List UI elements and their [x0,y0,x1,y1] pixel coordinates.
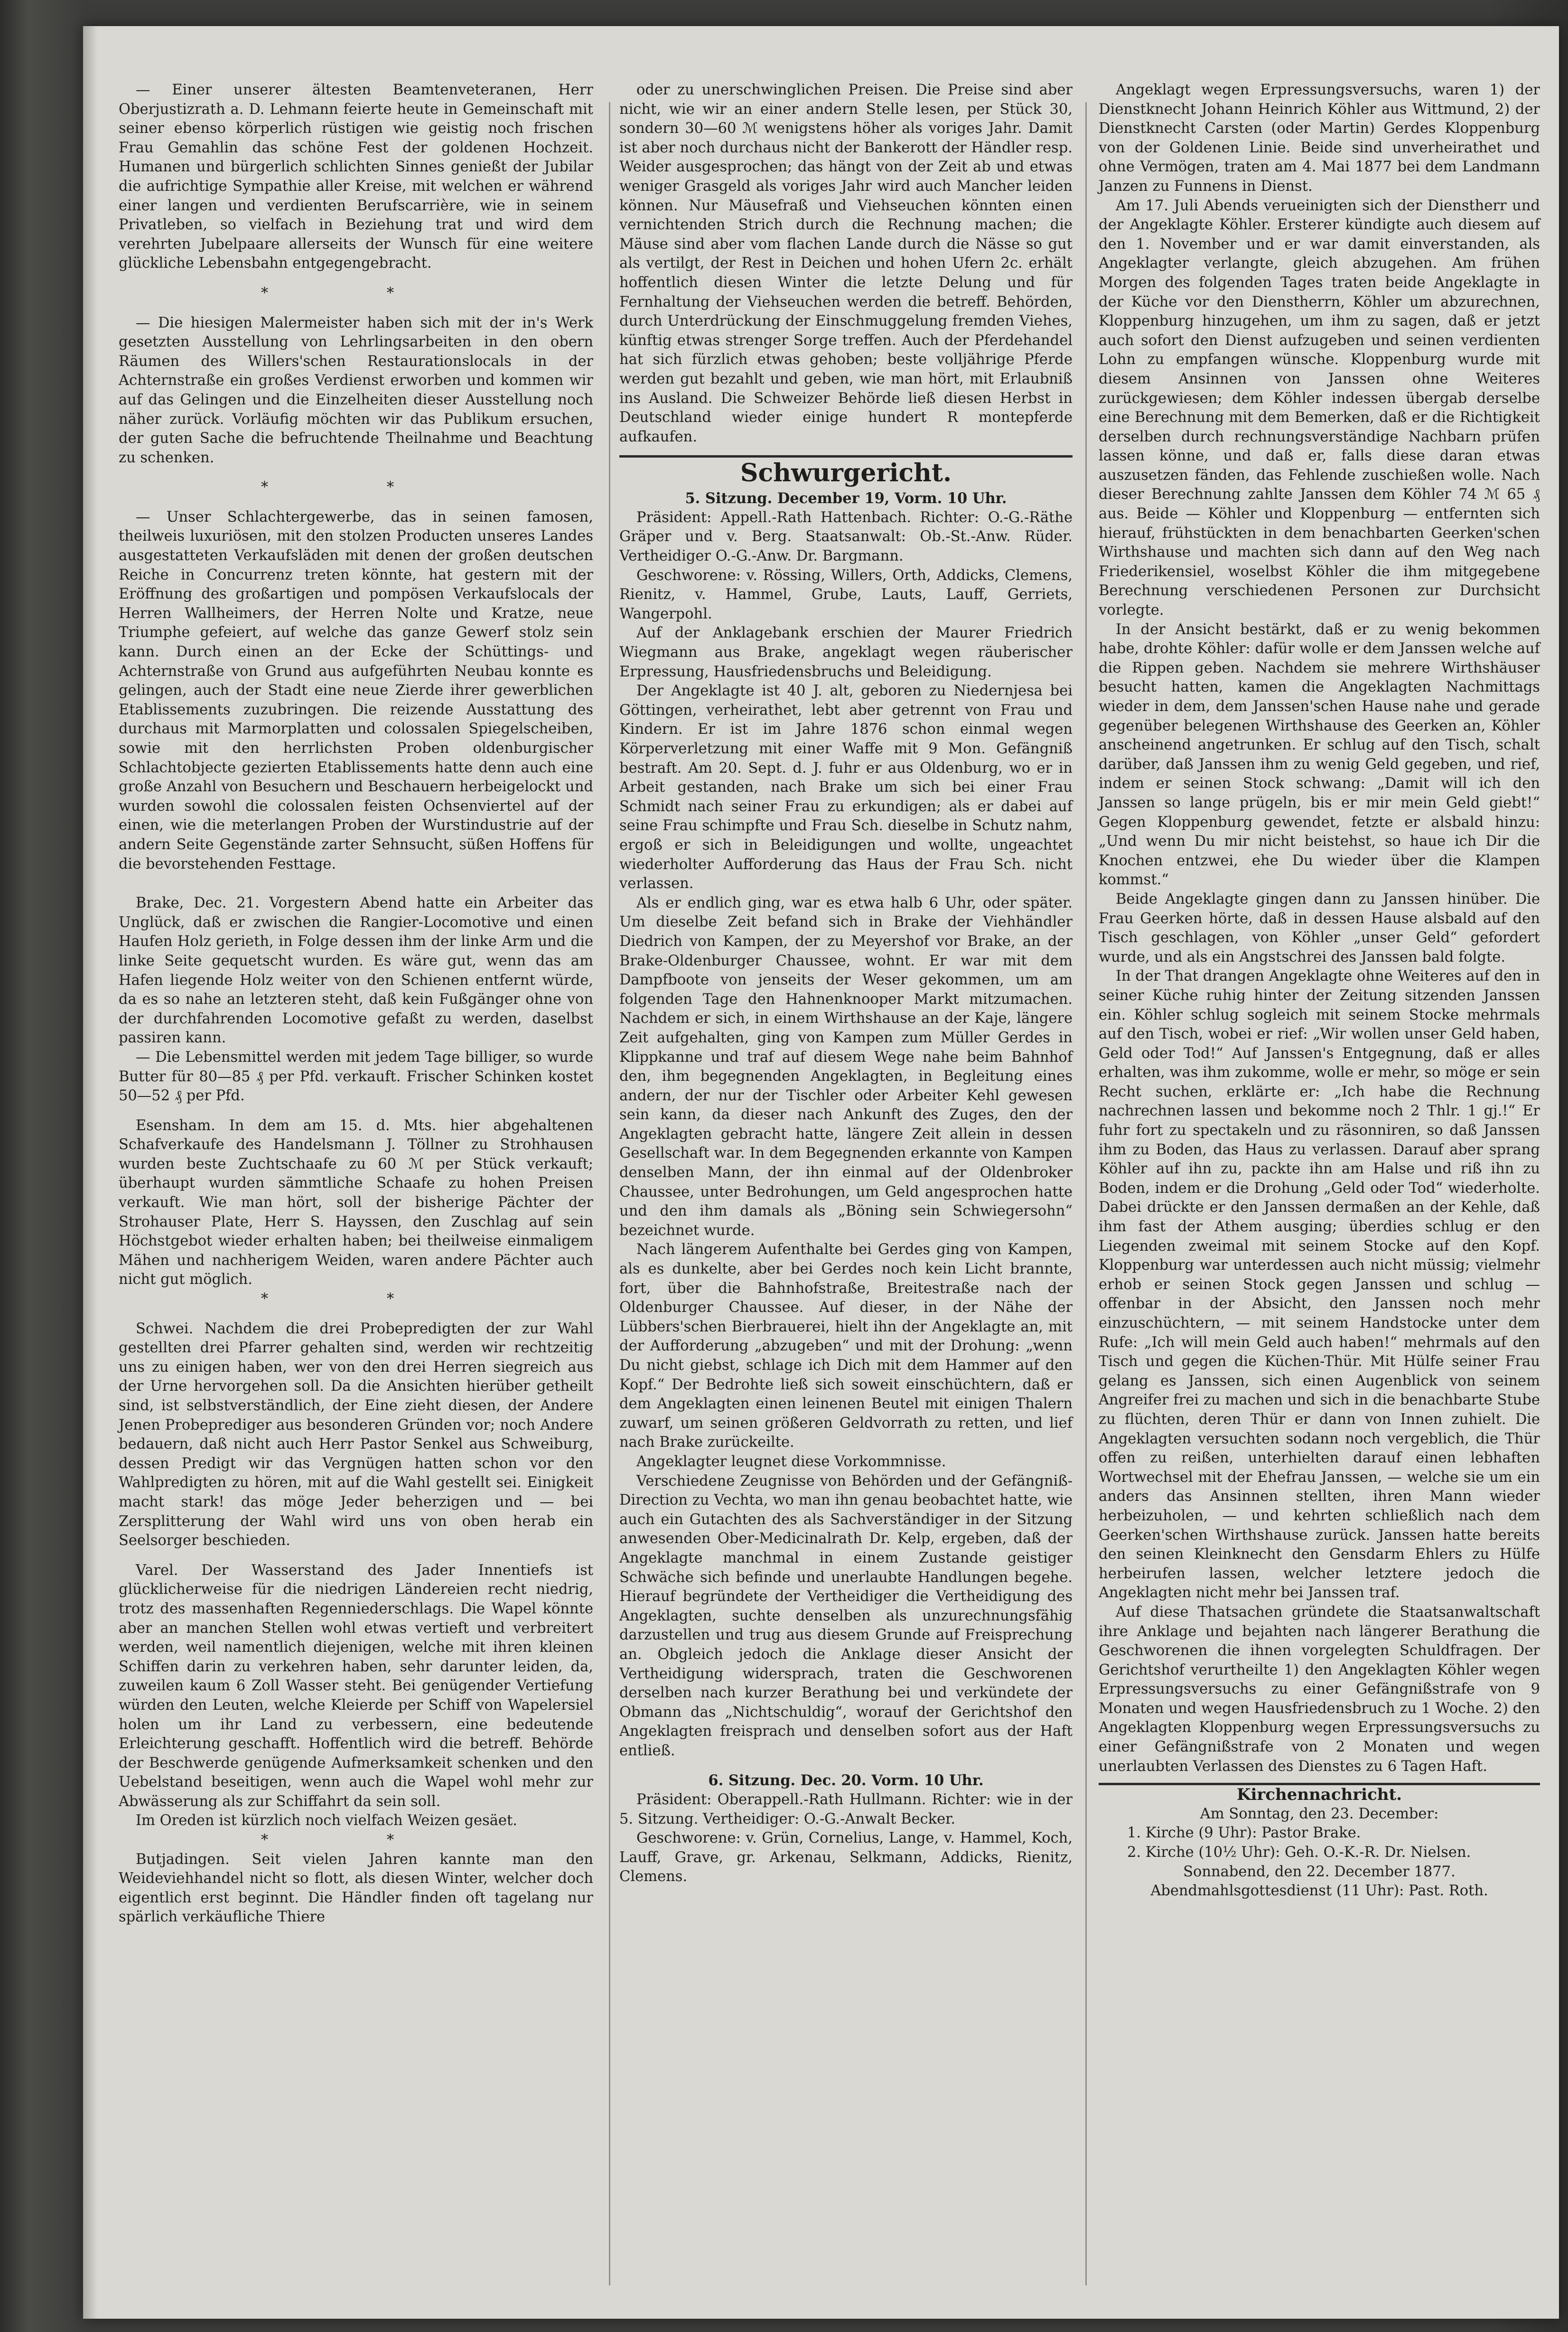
column-3 [1099,81,1540,1901]
separator-stars: * * [261,284,451,301]
case-koehler-verdict: Auf diese Thatsachen gründete die Staatsanwaltschaft ihre Anklage und bejahten nach längerer Berathung die Geschworenen die ihnen vorgelegten Schuldfragen. Der Gerichtshof verurtheilte 1) den Angeklagten Köhler wegen Erpressungsversuchs zu einer Gefängnißstrafe von 9 Monaten und wegen Hausfriedensbruch zu 1 Woche. 2) den Angeklagten Kloppenburg wegen Erpressungsversuchs zu einer Gefängnißstrafe von 2 Monaten und wegen unerlaubten Verlassen des Dienstes zu 6 Tagen Haft. [1099,1603,1540,1775]
sitting-5-heading: 5. Sitzung. December 19, Vorm. 10 Uhr. [685,490,1007,507]
article-weizen: Im Oreden ist kürzlich noch vielfach Weizen gesäet. [136,1812,517,1829]
kirchen-abendmahl: Abendmahlsgottesdienst (11 Uhr): Past. Roth. [1150,1882,1488,1900]
separator-stars: * * [261,479,451,496]
page-binding-edge [83,26,97,2319]
article-lebensmittel: — Die Lebensmittel werden mit jedem Tage billiger, so wurde Butter für 80—85 ₰ per Pfd. verkauft. Frischer Schinken kostet 50—52 ₰ per Pfd. [119,1049,593,1105]
sitting-6-jury: Geschworene: v. Grün, Cornelius, Lange, v. Hammel, Koch, Lauff, Grave, gr. Arkenau, Selkmann, Addicks, Rienitz, Clemens. [619,1830,1073,1885]
kirchen-saturday: Sonnabend, den 22. December 1877. [1183,1863,1456,1880]
separator-stars: * * [261,1832,451,1849]
article-varel: Varel. Der Wasserstand des Jader Innentiefs ist glücklicherweise für die niedrigen Ländereien recht niedrig, trotz des massenhaften Regenniederschlags. Die Wapel könnte aber an manchen Stellen wohl etwas vertieft und verbreitert werden, weil namentlich diejenigen, welche mit ihren kleinen Schiffen darin zu verkehren haben, sehr darunter leiden, da, zuweilen kaum 6 Zoll Wasser steht. Bei genügender Vertiefung würden den Leuten, welche Kleierde per Schiff von Wapelersiel holen um ihr Land zu verbessern, eine bedeutende Erleichterung geschafft. Hoffentlich wird die betreff. Behörde der Beschwerde genügende Aufmerksamkeit schenken und den Uebelstand beseitigen, wenn auch die Wapel wohl mehr zur Abwässerung als zur Schiffahrt da sein soll. [119,1562,593,1810]
article-brake: Brake, Dec. 21. Vorgestern Abend hatte ein Arbeiter das Unglück, daß er zwischen die Rangier-Locomotive und einen Haufen Holz gerieth, in Folge dessen ihm der linke Arm und die linke Seite gequetscht wurden. Es wäre gut, wenn das am Hafen liegende Holz weiter von den Schienen entfernt würde, da es so nahe an letzteren steht, daß kein Fußgänger ohne von der durchfahrenden Locomotive gefaßt zu werden, daselbst passiren kann. [119,895,593,1047]
case-wiegmann-denial: Angeklagter leugnet diese Vorkommnisse. [636,1453,946,1470]
case-wiegmann-intro: Auf der Anklagebank erschien der Maurer Friedrich Wiegmann aus Brake, angeklagt wegen räuberischer Erpressung, Hausfriedensbruchs und Beleidigung. [619,625,1073,680]
sitting-5-jury: Geschworene: v. Rössing, Willers, Orth, Addicks, Clemens, Rienitz, v. Hammel, Grube, Lauts, Lauff, Gerriets, Wangerpohl. [619,567,1073,622]
case-koehler-visit: Beide Angeklagte gingen dann zu Janssen hinüber. Die Frau Geerken hörte, daß in dessen Hause alsbald auf den Tisch geschlagen, von Köhler „unser Geld“ gefordert wurde, und als ein Angstschrei des Janssen bald folgte. [1099,890,1540,965]
case-wiegmann-events: Als er endlich ging, war es etwa halb 6 Uhr, oder später. Um dieselbe Zeit befand sich in Brake der Viehhändler Diedrich von Kampen, der zu Meyershof vor Brake, an der Brake-Oldenburger Chaussee, wohnt. Er war mit dem Dampfboote von jenseits der Weser gekommen, um am folgenden Tage den Hahnenknooper Markt mitzumachen. Nachdem er sich, in einem Wirthshause an der Kaje, längere Zeit aufgehalten, ging von Kampen zum Müller Gerdes in Klippkanne und traf auf diesem Wege nahe beim Bahnhof den, ihm begegnenden Angeklagten, in Begleitung eines andern, der nur der Tischler oder Arbeiter Kehl gewesen sein kann, da dieser nach Ankunft des Zuges, den der Angeklagten gebracht hatte, längere Zeit allein in dessen Gesellschaft war. In dem Begegnenden erkannte von Kampen denselben Mann, der ihn einmal auf der Oldenbroker Chaussee, unter Bedrohungen, um Geld angesprochen hatte und den ihm damals als „Böning sein Schwiegersohn“ bezeichnet wurde. [619,894,1073,1239]
sitting-6-court: Präsident: Oberappell.-Rath Hullmann. Richter: wie in der 5. Sitzung. Vertheidiger: O.-G.-Anwalt Becker. [619,1791,1073,1827]
sitting-6-heading: 6. Sitzung. Dec. 20. Vorm. 10 Uhr. [708,1772,984,1789]
article-esensham: Esensham. In dem am 15. d. Mts. hier abgehaltenen Schafverkaufe des Handelsmann J. Töllner zu Strohhausen wurden beste Zuchtschaafe zu 60 ℳ per Stück verkauft; überhaupt wurden sämmtliche Schaafe zu hohen Preisen verkauft. Wie man hört, soll der bisherige Pächter der Strohauser Plate, Herr S. Hayssen, den Zuschlag auf sein Höchstgebot wieder erhalten haben; bei theilweise einmaligem Mähen und nachherigem Weiden, waren andere Pächter auch nicht gut möglich. [119,1117,593,1288]
article-schwei: Schwei. Nachdem die drei Probepredigten der zur Wahl gestellten drei Pfarrer gehalten sind, werden wir rechtzeitig uns zu einigen haben, wer von den drei Herren siegreich aus der Urne hervorgehen soll. Da die Ansichten hierüber getheilt sind, ist selbstverständlich, der Eine zieht diesen, der Andere Jenen Probeprediger aus besonderen Gründen vor; noch Andere bedauern, daß nicht auch Herr Pastor Senkel aus Schweiburg, dessen Predigt wir das Vergnügen hatten schon vor den Wahlpredigten zu hören, mit auf die Wahl gestellt sei. Einigkeit macht stark! das möge Jeder beherzigen und — bei Zersplitterung der Wahl wird uns von oben herab ein Seelsorger beschieden. [119,1320,593,1549]
case-koehler-attack: In der That drangen Angeklagte ohne Weiteres auf den in seiner Küche ruhig hinter der Zeitung sitzenden Janssen ein. Köhler schlug sogleich mit seinem Stocke mehrmals auf den Tisch, wobei er rief: „Wir wollen unser Geld haben, Geld oder Tod!“ Auf Janssen's Entgegnung, daß er alles erhalten, was ihm zukomme, wolle er mehr, so möge er sein Recht suchen, erklärte er: „Ich habe die Rechnung nachrechnen lassen und bekomme noch 2 Thlr. 1 gj.!“ Er fuhr fort zu spectakeln und zu räsonniren, so daß Janssen ihm zu Boden, das Haus zu verlassen. Darauf aber sprang Köhler auf ihn zu, packte ihn am Halse und riß ihn zu Boden, indem er die Drohung „Geld oder Tod“ wiederholte. Dabei drückte er den Janssen dermaßen an der Kehle, daß ihm fast der Athem ausging; überdies schlug er den Liegenden zweimal mit seinem Stocke auf den Kopf. Kloppenburg war unterdessen auch nicht müssig; vielmehr erhob er seinen Stock gegen Janssen und schlug — offenbar in der Absicht, den Janssen noch mehr einzuschüchtern, — mit seinem Handstocke unter dem Rufe: „Ich will mein Geld auch haben!“ mehrmals auf den Tisch und gegen die Küchen-Thür. Mit Hülfe seiner Frau gelang es Janssen, sich einen Augenblick von seinem Angreifer frei zu machen und sich in die benachbarte Stube zu flüchten, deren Thür er dann von Innen zuhielt. Die Angeklagten versuchten sodann noch vergeblich, die Thür offen zu reißen, unterhielten darauf einen lebhaften Wortwechsel mit der Ehefrau Janssen, — welche sie um ein anders das Ansinnen stellten, ihren Mann wieder herbeizuholen, — und kehrten schließlich nach dem Geerken'schen Wirthshause zurück. Janssen hatte bereits den seinen Kleinknecht den Gensdarm Ehlers zu Hülfe herbeirufen lassen, welcher letztere jedoch die Angeklagten nicht mehr bei Janssen traf. [1099,968,1540,1601]
section-title-schwurgericht: Schwurgericht. [740,459,952,488]
kirchen-item-1: 1. Kirche (9 Uhr): Pastor Brake. [1127,1825,1361,1842]
kirchen-item-2: 2. Kirche (10½ Uhr): Geh. O.-K.-R. Dr. Nielsen. [1127,1844,1471,1861]
separator-stars: * * [261,1291,451,1308]
article-malermeister: — Die hiesigen Malermeister haben sich mit der in's Werk gesetzten Ausstellung von Lehrlingsarbeiten in den obern Räumen des Willers'schen Restaurationslocals in der Achternstraße ein großes Verdienst erworben und kommen wir auf das Gelingen und die Einzelheiten dieser Ausstellung noch näher zurück. Vorläufig möchten wir das Publikum ersuchen, der guten Sache die befruchtende Theilnahme und Beachtung zu schenken. [119,314,593,466]
kirchen-list [1099,1824,1540,1862]
article-butjadingen: Butjadingen. Seit vielen Jahren kannte man den Weideviehhandel nicht so flott, als diesen Winter, welcher doch eigentlich erst beginnt. Die Händler finden oft tagelang nur spärlich verkäufliche Thiere [119,1851,593,1926]
column-divider-left [609,102,610,2285]
sitting-5-court: Präsident: Appell.-Rath Hattenbach. Richter: O.-G.-Räthe Gräper und v. Berg. Staatsanwalt: Ob.-St.-Anw. Rüder. Vertheidiger O.-G.-Anw. Dr. Bargmann. [619,509,1073,565]
case-koehler-dismissal: Am 17. Juli Abends verueinigten sich der Dienstherr und der Angeklagte Köhler. Ersterer kündigte auch diesem auf den 1. November und er war damit einverstanden, als Angeklagter verlangte, gleich abzugehen. Am frühen Morgen des folgenden Tages traten beide Angeklagte in der Küche vor den Dienstherrn, Köhler um abzurechnen, Kloppenburg hinzugehen, um ihm zu sagen, daß er jetzt auch sofort den Dienst aufzugeben und seinen verdienten Lohn zu empfangen wünsche. Kloppenburg wurde mit diesem Ansinnen von Janssen ohne Weiteres zurückgewiesen; dem Köhler indessen übergab derselbe eine Berechnung mit dem Bemerken, daß er die Richtigkeit derselben durch rechnungsverständige Nachbarn prüfen lassen könne, und daß er, falls diese daran etwas auszusetzen fänden, das Fehlende zuschießen wolle. Nach dieser Berechnung zahlte Janssen dem Köhler 74 ℳ 65 ₰ aus. Beide — Köhler und Kloppenburg — entfernten sich hierauf, frühstückten in dem benachbarten Geerken'schen Wirthshause und machten sich dann auf den Weg nach Friederikensiel, woselbst Köhler die ihm mitgegebene Berechnung verschiedenen Personen zur Durchsicht vorlegte. [1099,197,1540,619]
case-koehler-intro: Angeklagt wegen Erpressungsversuchs, waren 1) der Dienstknecht Johann Heinrich Köhler aus Wittmund, 2) der Dienstknecht Carsten (oder Martin) Gerdes Kloppenburg von der Goldenen Linie. Beide sind unverheirathet und ohne Vermögen, traten am 4. Mai 1877 bei dem Landmann Janzen zu Funnens in Dienst. [1099,82,1540,195]
section-rule [619,455,1073,458]
kirchen-sunday: Am Sonntag, den 23. December: [1200,1805,1439,1822]
article-butjadingen-cont: oder zu unerschwinglichen Preisen. Die Preise sind aber nicht, wie wir an einer andern Stelle lesen, per Stück 30, sondern 30—60 ℳ wenigstens höher als voriges Jahr. Damit ist aber noch durchaus nicht der Bankerott der Händler resp. Weider ausgesprochen; das hängt von der Zeit ab und etwas weniger Grasgeld als voriges Jahr wird auch Mancher leiden können. Nur Mäusefraß und Viehseuchen könnten einen vernichtenden Strich durch die Rechnung machen; die Mäuse sind aber vom flachen Lande durch die Nässe so gut als vertilgt, der Rest in Deichen und hohen Ufern 2c. erhält hoffentlich diesen Winter die letzte Delung und für Fernhaltung der Viehseuchen werden die betreff. Behörden, durch Unterdrückung der Einschmuggelung fremden Viehes, künftig etwas strenger Sorge treffen. Auch der Pferdehandel hat sich fürzlich etwas gehoben; beste volljährige Pferde werden gut bezahlt und geben, wie man hört, mit Erlaubniß ins Ausland. Die Schweizer Behörde ließ diesen Herbst in Deutschland wieder einige hundert R montepferde aufkaufen. [619,82,1073,445]
column-2 [619,81,1073,1887]
kirchennachricht-title: Kirchennachricht. [1236,1785,1402,1805]
column-divider-right [1085,102,1087,2285]
article-lehmann-jubilee: — Einer unserer ältesten Beamtenveteranen, Herr Oberjustizrath a. D. Lehmann feierte heute in Gemeinschaft mit seiner ebenso körperlich rüstigen wie geistig noch frischen Frau Gemahlin das schöne Fest der goldenen Hochzeit. Humanen und bürgerlich schlichten Sinnes genießt der Jubilar die aufrichtige Sympathie aller Kreise, mit welchen er während einer langen und verdienten Berufscarrière, wie in seinem Privatleben, so vielfach in Beziehung trat und wird dem verehrten Jubelpaare allerseits der Wunsch für eine weitere glückliche Lebensbahn entgegengebracht. [119,82,593,272]
column-1 [119,81,593,1927]
case-wiegmann-background: Der Angeklagte ist 40 J. alt, geboren zu Niedernjesa bei Göttingen, verheirathet, lebt aber getrennt von Frau und Kindern. Er ist im Jahre 1876 schon einmal wegen Körperverletzung mit einer Waffe mit 9 Mon. Gefängniß bestraft. Am 20. Sept. d. J. fuhr er aus Oldenburg, wo er in Arbeit gestanden, nach Brake um sich bei einer Frau Schmidt nach seiner Frau zu erkundigen; als er dabei auf seine Frau schimpfte und Frau Sch. dieselbe in Schutz nahm, ergoß er sich in Beleidigungen und wollte, ungeachtet wiederholter Aufforderung das Haus der Frau Sch. nicht verlassen. [619,683,1073,892]
article-schlachtergewerbe: — Unser Schlachtergewerbe, das in seinen famosen, theilweis luxuriösen, mit den stolzen Producten unseres Landes ausgestatteten Verkaufsläden mit denen der großen deutschen Reiche in Concurrenz treten könnte, hat gestern mit der Eröffnung des großartigen und pompösen Verkaufslocals der Herren Wallheimers, der Herren Nolte und Kratze, neue Triumphe gefeiert, auf welche das ganze Gewerf stolz sein kann. Durch einen an der Ecke der Schüttings- und Achternstraße von Grund aus aufgeführten Neubau konnte es gelingen, auch der Stadt eine neue Zierde ihrer gewerblichen Etablissements zuzubringen. Die reizende Ausstattung des durchaus mit Marmorplatten und colossalen Spiegelscheiben, sowie mit den herrlichsten Proben oldenburgischer Schlachtobjecte gezierten Etablissements hatte denn auch eine große Anzahl von Besuchern und Beschauern herbeigelockt und wurden sowohl die colossalen feisten Ochsenviertel auf der einen, wie die meterlangen Proben der Wurstindustrie auf der andern Seite Gegenstände zarter Sehnsucht, süßen Hoffens für die bevorstehenden Festtage. [119,508,593,872]
case-wiegmann-robbery: Nach längerem Aufenthalte bei Gerdes ging von Kampen, als es dunkelte, aber bei Gerdes noch kein Licht brannte, fort, über die Bahnhofstraße, Breitestraße nach der Oldenburger Chaussee. Auf dieser, in der Nähe der Lübbers'schen Bierbrauerei, hielt ihn der Angeklagte an, mit der Aufforderung „abzugeben“ und mit der Drohung: „wenn Du nicht giebst, schlage ich Dich mit dem Hammer auf den Kopf.“ Der Bedrohte ließ sich soweit einschüchtern, daß er dem Angeklagten einen leinenen Beutel mit einigen Thalern zuwarf, um seinen größeren Geldvorrath zu retten, und lief nach Brake zurückeilte. [619,1241,1073,1451]
section-rule [1099,1783,1540,1785]
case-wiegmann-verdict: Verschiedene Zeugnisse von Behörden und der Gefängniß-Direction zu Vechta, wo man ihn genau beobachtet hatte, wie auch ein Gutachten des als Sachverständiger in der Sitzung anwesenden Ober-Medicinalrath Dr. Kelp, ergeben, daß der Angeklagte manchmal in einem Zustande geistiger Schwäche sich befinde und unerlaubte Handlungen begehe. Hierauf begründete der Vertheidiger die Vertheidigung des Angeklagten, suchte denselben als unzurechnungsfähig darzustellen und trug aus diesem Grunde auf Freisprechung an. Obgleich jedoch die Anklage dieser Ansicht der Vertheidigung widersprach, traten die Geschworenen derselben nach kurzer Berathung bei und verkündete der Obmann das „Nichtschuldig“, worauf der Gerichtshof den Angeklagten freisprach und denselben sofort aus der Haft entließ. [619,1472,1073,1759]
case-koehler-threat: In der Ansicht bestärkt, daß er zu wenig bekommen habe, drohte Köhler: dafür wolle er dem Janssen welche auf die Rippen geben. Nachdem sie mehrere Wirthshäuser besucht hatten, kamen die Angeklagten Nachmittags wieder in dem, dem Janssen'schen Hause nahe und gerade gegenüber belegenen Wirthshause des Geerken an, Köhler anscheinend angetrunken. Er schlug auf den Tisch, schalt darüber, daß Janssen ihm zu wenig Geld gegeben, und rief, indem er seinen Stock schwang: „Damit will ich den Janssen so lange prügeln, bis er mir mein Geld giebt!“ Gegen Kloppenburg gewendet, fetzte er alsbald hinzu: „Und wenn Du mir nicht beistehst, so haue ich Dir die Knochen entzwei, ehe Du wieder über die Klampen kommst.“ [1099,621,1540,889]
